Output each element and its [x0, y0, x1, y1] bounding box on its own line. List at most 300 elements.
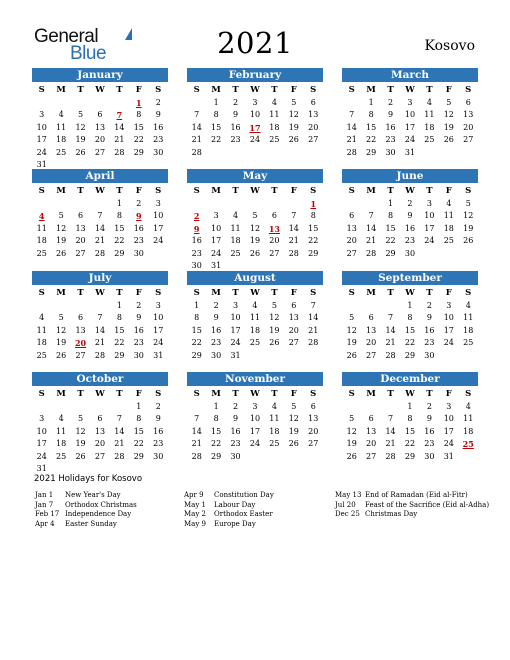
weekday-header-row [32, 184, 168, 198]
day-cell: 22 [191, 338, 202, 348]
day-cell: 16 [424, 325, 435, 335]
month-march [342, 68, 478, 159]
day-cell: 5 [349, 414, 355, 424]
day-cell: 14 [346, 122, 357, 132]
weekday-label: S [348, 85, 355, 95]
day-cell: 6 [291, 301, 297, 310]
day-cell: 1 [116, 301, 122, 310]
day-cell: 5 [465, 199, 471, 208]
weekday-label: S [310, 389, 317, 399]
generalblue-logo [34, 26, 114, 64]
day-cell: 9 [136, 313, 142, 323]
day-cell: 28 [94, 350, 106, 360]
day-cell: 19 [75, 439, 86, 449]
weekday-label: T [426, 389, 433, 399]
day-cell: 23 [230, 135, 241, 145]
day-cell: 16 [133, 223, 144, 233]
day-cell: 7 [368, 211, 374, 221]
day-cell: 21 [191, 439, 202, 449]
week-row [32, 223, 168, 235]
week-row [342, 438, 478, 450]
day-cell: 6 [368, 313, 374, 323]
weekday-label: T [232, 389, 239, 399]
day-cell: 11 [56, 122, 67, 132]
day-cell: 29 [404, 451, 416, 461]
day-cell: 12 [75, 122, 86, 132]
week-row [187, 325, 323, 337]
empty-day-cell [420, 147, 439, 159]
day-cell: 30 [153, 147, 164, 157]
week-row [32, 134, 168, 146]
day-cell: 12 [75, 426, 86, 436]
empty-day-cell [32, 401, 51, 413]
day-cell: 13 [308, 414, 319, 424]
day-cell: 30 [424, 350, 435, 360]
day-cell: 1 [116, 199, 122, 208]
empty-day-cell [187, 198, 206, 210]
week-row [187, 451, 323, 463]
empty-day-cell [149, 248, 168, 260]
day-cell: 28 [191, 451, 202, 461]
day-cell: 5 [271, 301, 277, 310]
empty-day-cell [90, 198, 109, 210]
day-cell: 12 [249, 223, 261, 233]
day-cell: 12 [269, 313, 280, 323]
week-row [187, 122, 323, 134]
holiday-date: Jan 7 [35, 500, 54, 509]
day-cell: 19 [443, 122, 454, 132]
holiday-item [335, 501, 489, 511]
empty-day-cell [90, 401, 109, 413]
day-cell: 25 [269, 135, 280, 145]
month-august [187, 271, 323, 362]
day-cell: 21 [94, 236, 106, 246]
weekday-label: S [465, 288, 472, 298]
month-header: January [32, 68, 168, 82]
weekday-label: F [290, 389, 297, 399]
day-cell: 9 [388, 110, 394, 120]
day-cell: 9 [426, 313, 432, 323]
month-header: February [187, 68, 323, 82]
weekday-label: M [366, 186, 376, 196]
weekday-label: T [426, 288, 433, 298]
week-row [187, 248, 323, 260]
day-cell: 1 [213, 402, 219, 411]
empty-day-cell [71, 97, 90, 109]
weekday-header-row [32, 387, 168, 401]
day-cell: 1 [407, 402, 413, 411]
day-cell: 21 [114, 439, 125, 449]
day-cell: 27 [308, 439, 319, 449]
day-cell: 13 [75, 223, 86, 233]
year-title: 2021 [217, 26, 293, 60]
day-cell: 26 [346, 350, 357, 360]
week-row [342, 248, 478, 260]
day-cell: 27 [94, 147, 106, 157]
holiday-name: End of Ramadan (Eid al-Fitr) [365, 491, 468, 499]
day-cell: 22 [404, 439, 416, 449]
week-row [187, 198, 323, 210]
day-cell: 1 [407, 301, 413, 310]
week-row [32, 248, 168, 260]
day-cell: 4 [271, 402, 277, 411]
day-cell: 5 [78, 414, 84, 424]
day-cell: 9 [193, 223, 200, 234]
day-cell: 2 [426, 402, 432, 411]
day-cell: 6 [97, 110, 103, 120]
day-cell: 24 [153, 338, 164, 348]
month-header: June [342, 169, 478, 183]
empty-day-cell [51, 198, 70, 210]
weekday-label: S [465, 85, 472, 95]
month-april [32, 169, 168, 260]
day-cell: 26 [443, 135, 454, 145]
day-cell: 11 [36, 325, 47, 335]
day-cell: 15 [308, 223, 319, 233]
day-cell: 24 [153, 236, 164, 246]
day-cell: 25 [36, 350, 47, 360]
day-cell: 29 [114, 350, 125, 360]
empty-day-cell [32, 300, 51, 312]
day-cell: 25 [249, 338, 261, 348]
day-cell: 24 [230, 338, 241, 348]
day-cell: 23 [133, 236, 144, 246]
holiday-column [35, 491, 137, 529]
week-row [342, 413, 478, 425]
holiday-item [335, 491, 489, 501]
weekday-label: M [366, 288, 376, 298]
day-cell: 26 [269, 338, 280, 348]
weekday-label: M [211, 389, 221, 399]
day-cell: 16 [230, 426, 241, 436]
weekday-label: F [135, 389, 142, 399]
week-row [32, 109, 168, 121]
day-cell: 18 [269, 122, 280, 132]
empty-day-cell [265, 147, 284, 159]
week-row [187, 312, 323, 324]
week-row [187, 210, 323, 222]
week-row [342, 97, 478, 109]
day-cell: 9 [407, 211, 413, 221]
weekday-label: F [445, 186, 452, 196]
day-cell: 29 [308, 248, 319, 258]
empty-day-cell [304, 451, 323, 463]
weekday-label: T [77, 85, 84, 95]
holiday-item [35, 510, 137, 520]
day-cell: 18 [56, 135, 67, 145]
day-cell: 18 [463, 426, 474, 436]
day-cell: 22 [133, 439, 144, 449]
day-cell: 17 [249, 426, 261, 436]
weekday-label: S [193, 288, 200, 298]
day-cell: 29 [404, 350, 416, 360]
weekday-label: F [135, 85, 142, 95]
day-cell: 19 [75, 135, 86, 145]
day-cell: 1 [368, 98, 374, 107]
day-cell: 9 [155, 110, 161, 120]
empty-day-cell [284, 198, 303, 210]
empty-day-cell [245, 198, 264, 210]
week-row [342, 198, 478, 210]
empty-day-cell [284, 350, 303, 362]
day-cell: 28 [346, 147, 357, 157]
week-row [187, 426, 323, 438]
day-cell: 26 [75, 147, 86, 157]
day-cell: 17 [404, 122, 416, 132]
day-cell: 24 [211, 248, 222, 258]
empty-day-cell [439, 248, 458, 260]
day-cell: 28 [366, 248, 377, 258]
weekday-label: T [387, 389, 394, 399]
day-cell: 16 [230, 122, 241, 132]
day-cell: 4 [38, 211, 45, 222]
day-cell: 2 [426, 301, 432, 310]
holiday-name: New Year's Day [65, 491, 121, 499]
day-cell: 29 [133, 147, 144, 157]
day-cell: 25 [56, 451, 67, 461]
week-row [342, 109, 478, 121]
day-cell: 18 [36, 338, 47, 348]
day-cell: 22 [366, 135, 377, 145]
month-february [187, 68, 323, 159]
month-header: April [32, 169, 168, 183]
weekday-label: W [405, 288, 415, 298]
weekday-label: S [38, 186, 45, 196]
weekday-label: T [271, 389, 278, 399]
day-cell: 2 [233, 98, 239, 107]
day-cell: 1 [136, 98, 142, 108]
day-cell: 11 [269, 110, 280, 120]
week-row [342, 300, 478, 312]
day-cell: 4 [465, 301, 471, 310]
weekday-label: T [77, 389, 84, 399]
holiday-date: May 13 [335, 491, 362, 499]
empty-day-cell [459, 248, 478, 260]
day-cell: 28 [114, 147, 125, 157]
holiday-date: May 1 [184, 500, 206, 509]
day-cell: 30 [385, 147, 396, 157]
day-cell: 23 [191, 248, 202, 258]
empty-day-cell [71, 401, 90, 413]
empty-day-cell [187, 401, 206, 413]
holiday-item [184, 491, 274, 501]
day-cell: 5 [58, 211, 64, 221]
day-cell: 23 [230, 439, 241, 449]
day-cell: 12 [56, 223, 67, 233]
day-cell: 9 [155, 414, 161, 424]
day-cell: 25 [269, 439, 280, 449]
week-row [187, 413, 323, 425]
empty-day-cell [110, 97, 129, 109]
day-cell: 7 [310, 301, 316, 310]
month-header: May [187, 169, 323, 183]
day-cell: 13 [463, 110, 474, 120]
empty-day-cell [265, 198, 284, 210]
day-cell: 23 [153, 135, 164, 145]
day-cell: 10 [249, 110, 261, 120]
empty-day-cell [110, 401, 129, 413]
empty-day-cell [361, 198, 380, 210]
week-row [342, 134, 478, 146]
weekday-label: F [445, 389, 452, 399]
day-cell: 3 [426, 199, 432, 208]
holiday-date: Jul 20 [335, 500, 356, 509]
empty-day-cell [71, 300, 90, 312]
weekday-label: S [310, 186, 317, 196]
weekday-label: W [250, 288, 260, 298]
day-cell: 6 [310, 98, 316, 107]
day-cell: 9 [426, 414, 432, 424]
holiday-date: Jan 1 [35, 491, 54, 499]
weekday-label: W [405, 186, 415, 196]
day-cell: 7 [116, 414, 122, 424]
day-cell: 29 [366, 147, 377, 157]
holiday-name: Europe Day [214, 519, 256, 528]
week-row [342, 337, 478, 349]
day-cell: 4 [426, 98, 432, 107]
day-cell: 16 [191, 236, 202, 246]
empty-day-cell [284, 147, 303, 159]
day-cell: 24 [424, 236, 435, 246]
holiday-item [184, 501, 274, 511]
day-cell: 12 [288, 414, 299, 424]
weekday-label: F [135, 288, 142, 298]
month-june [342, 169, 478, 260]
day-cell: 10 [424, 211, 435, 221]
week-row [342, 210, 478, 222]
day-cell: 10 [249, 414, 261, 424]
empty-day-cell [439, 350, 458, 362]
empty-day-cell [245, 147, 264, 159]
weekday-header-row [342, 184, 478, 198]
day-cell: 31 [404, 147, 416, 157]
day-cell: 6 [465, 98, 471, 107]
day-cell: 3 [252, 402, 258, 411]
day-cell: 14 [366, 223, 377, 233]
weekday-label: S [193, 85, 200, 95]
empty-day-cell [342, 401, 361, 413]
day-cell: 4 [39, 313, 45, 323]
day-cell: 18 [230, 236, 241, 246]
weekday-label: T [271, 288, 278, 298]
day-cell: 30 [191, 260, 202, 270]
week-row [32, 413, 168, 425]
day-cell: 19 [463, 223, 474, 233]
week-row [32, 122, 168, 134]
month-september [342, 271, 478, 362]
day-cell: 22 [211, 135, 222, 145]
day-cell: 23 [424, 338, 435, 348]
day-cell: 24 [443, 338, 454, 348]
weekday-label: S [155, 288, 162, 298]
week-row [187, 401, 323, 413]
weekday-label: T [116, 288, 123, 298]
day-cell: 20 [269, 236, 280, 246]
day-cell: 28 [94, 248, 106, 258]
weekday-header-row [187, 286, 323, 300]
day-cell: 6 [368, 414, 374, 424]
day-cell: 26 [56, 248, 67, 258]
empty-day-cell [187, 97, 206, 109]
day-cell: 4 [58, 414, 64, 424]
day-cell: 26 [288, 439, 299, 449]
weekday-label: M [211, 85, 221, 95]
week-row [32, 210, 168, 222]
weekday-label: M [366, 85, 376, 95]
empty-day-cell [361, 401, 380, 413]
holiday-name: Independence Day [65, 510, 132, 518]
weekday-label: F [445, 85, 452, 95]
empty-day-cell [32, 198, 51, 210]
week-row [32, 426, 168, 438]
day-cell: 3 [252, 98, 258, 107]
day-cell: 27 [75, 350, 86, 360]
day-cell: 28 [385, 350, 396, 360]
holiday-date: Feb 17 [35, 510, 60, 518]
day-cell: 23 [424, 439, 435, 449]
holiday-name: Constitution Day [214, 491, 274, 499]
day-cell: 17 [36, 439, 47, 449]
day-cell: 7 [194, 414, 200, 424]
weekday-label: T [232, 85, 239, 95]
holiday-name: Easter Sunday [65, 519, 117, 528]
week-row [32, 300, 168, 312]
day-cell: 4 [233, 211, 239, 221]
month-may [187, 169, 323, 272]
day-cell: 12 [346, 325, 357, 335]
holiday-column [335, 491, 489, 520]
day-cell: 21 [346, 135, 357, 145]
week-row [187, 337, 323, 349]
day-cell: 31 [153, 350, 164, 360]
weekday-label: M [366, 389, 376, 399]
weekday-label: S [348, 389, 355, 399]
day-cell: 2 [388, 98, 394, 107]
week-row [187, 134, 323, 146]
day-cell: 15 [211, 122, 222, 132]
holiday-date: May 9 [184, 519, 206, 528]
weekday-label: S [193, 389, 200, 399]
weekday-label: T [271, 186, 278, 196]
weekday-header-row [187, 387, 323, 401]
day-cell: 12 [443, 110, 454, 120]
country-name: Kosovo [424, 38, 475, 54]
holiday-name: Labour Day [214, 500, 256, 509]
weekday-label: T [232, 186, 239, 196]
day-cell: 16 [153, 122, 164, 132]
day-cell: 19 [269, 325, 280, 335]
week-row [187, 97, 323, 109]
month-header: November [187, 372, 323, 386]
week-row [32, 337, 168, 349]
day-cell: 27 [94, 451, 106, 461]
day-cell: 4 [271, 98, 277, 107]
day-cell: 18 [269, 426, 280, 436]
day-cell: 3 [233, 301, 239, 310]
day-cell: 30 [153, 451, 164, 461]
day-cell: 31 [36, 463, 47, 473]
day-cell: 7 [349, 110, 355, 120]
day-cell: 30 [211, 350, 222, 360]
weekday-label: T [387, 85, 394, 95]
holiday-item [184, 520, 274, 530]
day-cell: 25 [230, 248, 241, 258]
empty-day-cell [51, 401, 70, 413]
day-cell: 11 [443, 211, 454, 221]
day-cell: 23 [385, 135, 396, 145]
empty-day-cell [381, 300, 400, 312]
day-cell: 6 [349, 211, 355, 221]
